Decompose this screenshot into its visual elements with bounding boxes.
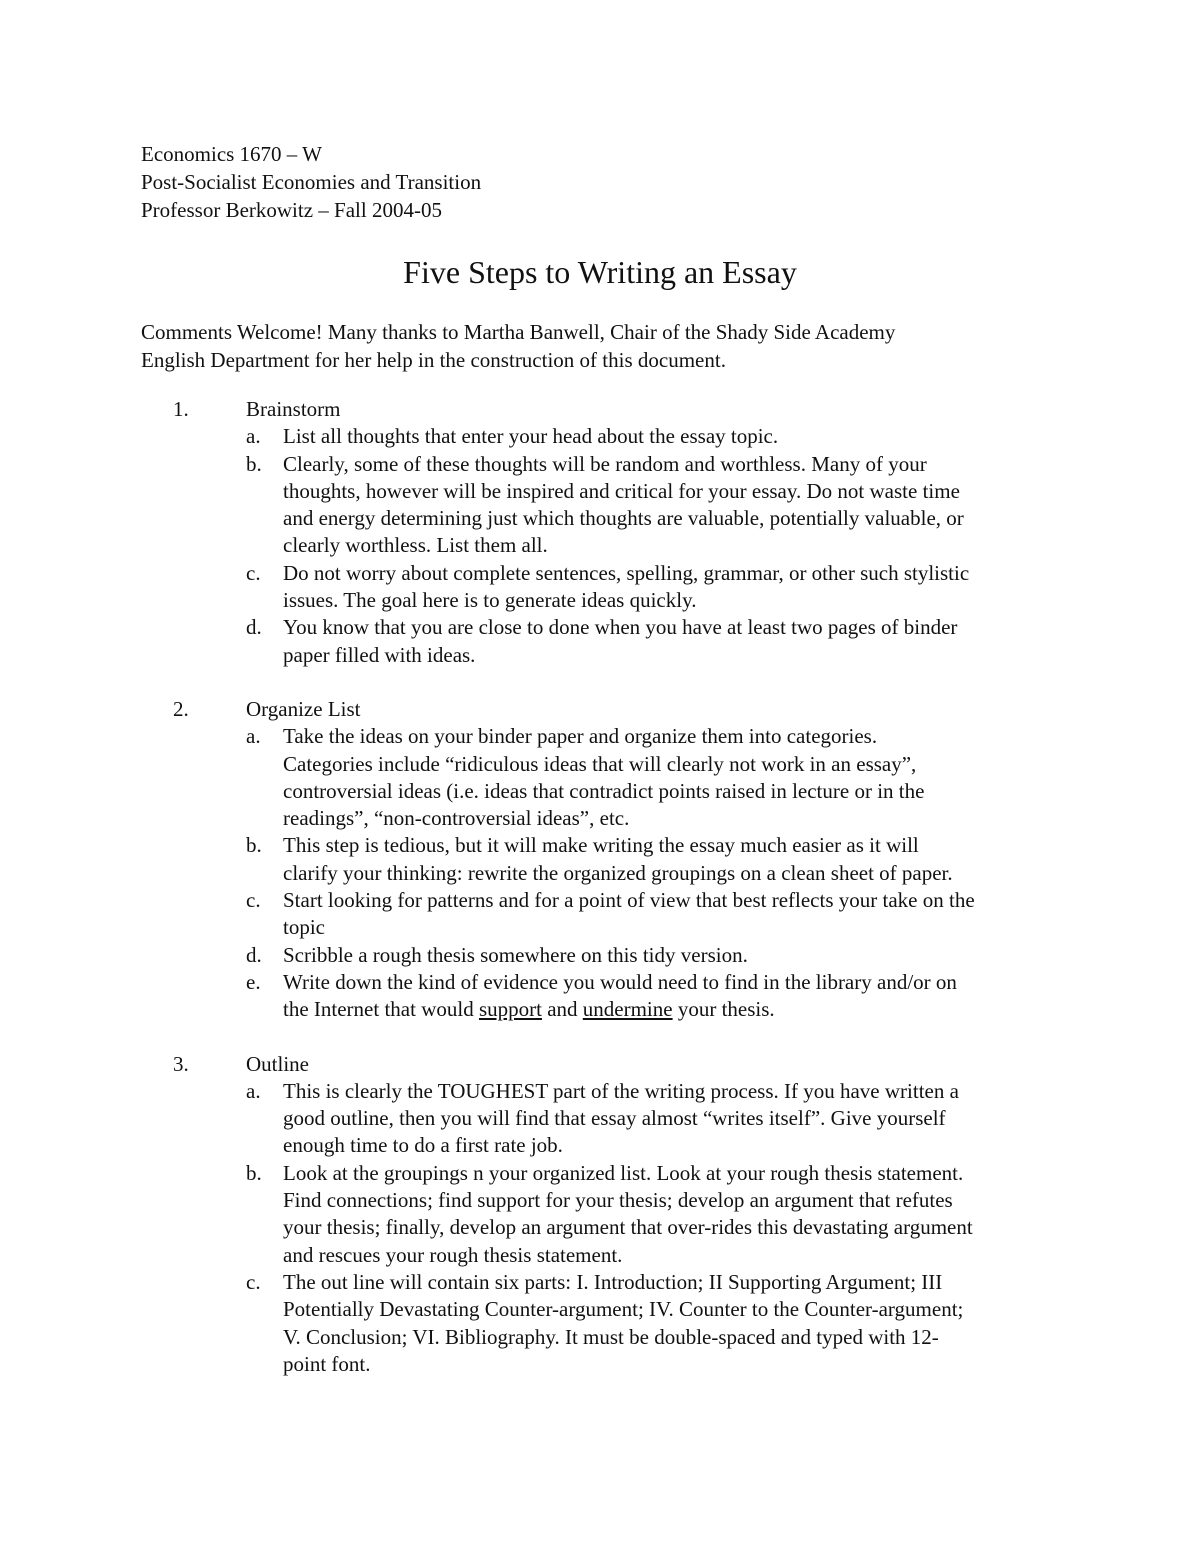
list-item bbox=[0, 887, 1200, 942]
item-text: and energy determining just which thoughts are valuable, potentially valuable, or bbox=[283, 506, 964, 531]
item-letter: a. bbox=[246, 724, 261, 749]
item-text: Take the ideas on your binder paper and organize them into categories. bbox=[283, 724, 878, 749]
intro-line: Comments Welcome! Many thanks to Martha Banwell, Chair of the Shady Side Academy bbox=[141, 320, 896, 344]
steps-list bbox=[0, 396, 1200, 1405]
list-item bbox=[0, 614, 1200, 669]
item-text: The out line will contain six parts: I. Introduction; II Supporting Argument; III bbox=[283, 1269, 943, 1294]
item-text: good outline, then you will find that essay almost “writes itself”. Give yourself bbox=[283, 1106, 946, 1131]
item-text: V. Conclusion; VI. Bibliography. It must be double-spaced and typed with 12- bbox=[283, 1324, 939, 1349]
item-letter: e. bbox=[246, 969, 261, 994]
course-code: Economics 1670 – W bbox=[141, 142, 323, 166]
item-letter: c. bbox=[246, 1269, 261, 1294]
item-text: clarify your thinking: rewrite the organized groupings on a clean sheet of paper. bbox=[283, 860, 953, 885]
item-letter: a. bbox=[246, 1078, 261, 1103]
list-item bbox=[0, 1269, 1200, 1378]
item-text: paper filled with ideas. bbox=[283, 642, 476, 667]
list-item bbox=[0, 1078, 1200, 1160]
list-item bbox=[0, 1160, 1200, 1269]
step-number: 3. bbox=[173, 1051, 189, 1076]
step-number: 1. bbox=[173, 397, 189, 421]
item-text-segment: and bbox=[541, 997, 583, 1022]
item-text bbox=[283, 996, 1200, 1023]
item-text: You know that you are close to done when you have at least two pages of binder bbox=[283, 615, 958, 640]
list-item bbox=[0, 723, 1200, 832]
step-heading bbox=[0, 1051, 1200, 1078]
item-text: Write down the kind of evidence you would need to find in the library and/or on bbox=[283, 969, 957, 994]
item-text: This is clearly the TOUGHEST part of the writing process. If you have written a bbox=[283, 1078, 959, 1103]
course-header bbox=[141, 140, 481, 224]
item-letter: d. bbox=[246, 615, 262, 640]
list-item bbox=[0, 423, 1200, 450]
step-organize-list bbox=[0, 696, 1200, 1024]
intro-paragraph bbox=[141, 318, 1041, 374]
item-text: Potentially Devastating Counter-argument; IV. Counter to the Counter-argument; bbox=[283, 1297, 964, 1322]
item-text: Start looking for patterns and for a point of view that best reflects your take on the bbox=[283, 888, 975, 913]
item-text-segment: the Internet that would bbox=[283, 997, 479, 1022]
item-text: your thesis; finally, develop an argument that over-rides this devastating argument bbox=[283, 1215, 973, 1240]
item-text: topic bbox=[283, 915, 325, 940]
step-heading bbox=[0, 696, 1200, 723]
document-title: Five Steps to Writing an Essay bbox=[403, 254, 797, 290]
list-item bbox=[0, 942, 1200, 969]
item-text: point font. bbox=[283, 1351, 371, 1376]
item-text: issues. The goal here is to generate ideas quickly. bbox=[283, 588, 697, 613]
item-text: Look at the groupings n your organized list. Look at your rough thesis statement. bbox=[283, 1160, 964, 1185]
item-text: This step is tedious, but it will make writing the essay much easier as it will bbox=[283, 833, 919, 858]
step-brainstorm bbox=[0, 396, 1200, 669]
list-item bbox=[0, 451, 1200, 560]
course-name: Post-Socialist Economies and Transition bbox=[141, 170, 482, 194]
step-outline bbox=[0, 1051, 1200, 1379]
item-letter: b. bbox=[246, 1160, 262, 1185]
item-text: Do not worry about complete sentences, spelling, grammar, or other such stylistic bbox=[283, 560, 970, 585]
list-item bbox=[0, 560, 1200, 615]
course-instructor: Professor Berkowitz – Fall 2004-05 bbox=[141, 198, 442, 222]
item-text: Scribble a rough thesis somewhere on this tidy version. bbox=[283, 942, 748, 967]
intro-line: English Department for her help in the construction of this document. bbox=[141, 348, 726, 372]
step-title: Organize List bbox=[246, 696, 361, 721]
list-item bbox=[0, 832, 1200, 887]
item-text: Clearly, some of these thoughts will be random and worthless. Many of your bbox=[283, 451, 927, 476]
item-text: readings”, “non-controversial ideas”, etc. bbox=[283, 806, 630, 831]
item-text: controversial ideas (i.e. ideas that contradict points raised in lecture or in the bbox=[283, 778, 925, 803]
list-item bbox=[0, 969, 1200, 1024]
underlined-word-support: support bbox=[478, 997, 542, 1022]
item-text: and rescues your rough thesis statement. bbox=[283, 1242, 623, 1267]
item-letter: a. bbox=[246, 424, 261, 449]
item-text: clearly worthless. List them all. bbox=[283, 533, 548, 558]
item-text: Find connections; find support for your thesis; develop an argument that refutes bbox=[283, 1188, 953, 1213]
step-heading bbox=[0, 396, 1200, 423]
item-letter: c. bbox=[246, 888, 261, 913]
item-text: enough time to do a first rate job. bbox=[283, 1133, 563, 1158]
step-title: Outline bbox=[246, 1051, 309, 1076]
item-text-segment: your thesis. bbox=[672, 997, 775, 1022]
underlined-word-undermine: undermine bbox=[582, 997, 673, 1022]
item-text: thoughts, however will be inspired and critical for your essay. Do not waste time bbox=[283, 478, 960, 503]
item-text: List all thoughts that enter your head about the essay topic. bbox=[283, 424, 779, 449]
item-letter: c. bbox=[246, 560, 261, 585]
item-letter: d. bbox=[246, 942, 262, 967]
step-number: 2. bbox=[173, 696, 189, 721]
item-text: Categories include “ridiculous ideas that will clearly not work in an essay”, bbox=[283, 751, 917, 776]
item-letter: b. bbox=[246, 451, 262, 476]
item-letter: b. bbox=[246, 833, 262, 858]
step-title: Brainstorm bbox=[246, 397, 341, 421]
